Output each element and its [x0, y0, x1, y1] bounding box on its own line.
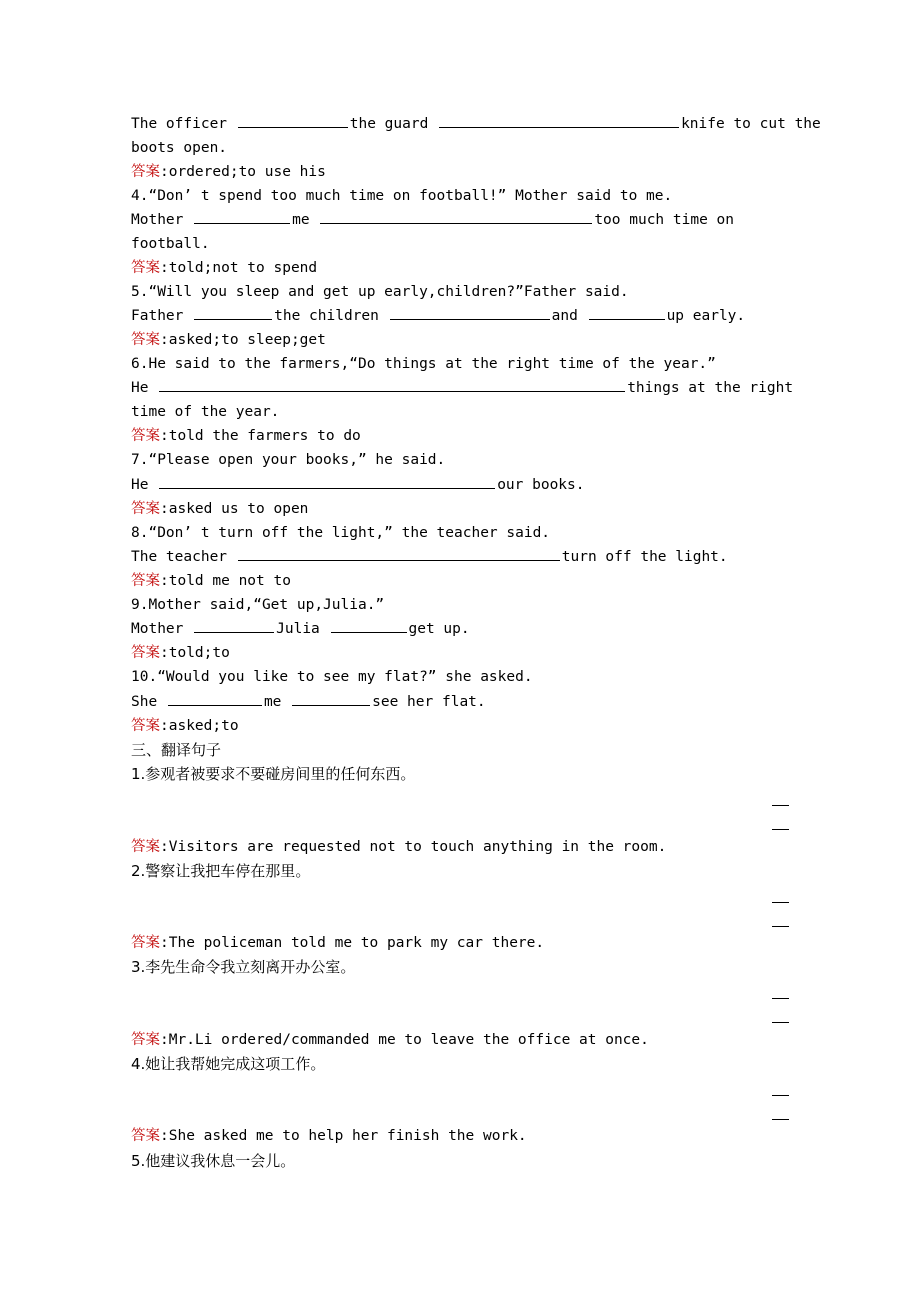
q9-prompt: 9.Mother said,“Get up,Julia.” [131, 597, 385, 613]
q5-text-a: Father [131, 308, 184, 324]
answer-text: :told;not to spend [160, 260, 318, 276]
q5-blank-2[interactable] [390, 306, 550, 320]
answer-text: :told the farmers to do [160, 428, 361, 444]
q8-answer [131, 571, 791, 591]
t4-answer [131, 1126, 791, 1146]
q5-text-b: the children [274, 308, 379, 324]
q4-line [131, 210, 791, 230]
answer-line[interactable] [772, 829, 789, 830]
q9-answer [131, 643, 791, 663]
q6-text-b: things at the right [627, 380, 794, 396]
q4-prompt: 4.“Don’ t spend too much time on football!” Mother said to me. [131, 188, 673, 204]
q6-blank-1[interactable] [159, 378, 625, 392]
q10-answer [131, 716, 791, 736]
q10-prompt: 10.“Would you like to see my flat?” she asked. [131, 669, 533, 685]
q4-blank-2[interactable] [320, 210, 592, 224]
answer-line[interactable] [772, 1022, 789, 1023]
answer-text: :The policeman told me to park my car there. [160, 935, 545, 951]
answer-text: :told;to [160, 645, 230, 661]
answer-label: 答案 [131, 260, 160, 276]
answer-label: 答案 [131, 428, 160, 444]
q8-text-a: The teacher [131, 549, 228, 565]
t5-prompt: 5.他建议我休息一会儿。 [131, 1152, 296, 1170]
q6-text-a: He [131, 380, 149, 396]
t2-answer [131, 933, 791, 953]
answer-label: 答案 [131, 935, 160, 951]
t2-prompt: 2.警察让我把车停在那里。 [131, 862, 311, 880]
q5-answer [131, 330, 791, 350]
q7-line [131, 475, 791, 495]
q7-blank-1[interactable] [159, 475, 495, 489]
q10-line [131, 692, 791, 712]
q6-answer [131, 426, 791, 446]
q3-line2: boots open. [131, 140, 228, 156]
answer-line[interactable] [772, 926, 789, 927]
answer-label: 答案 [131, 332, 160, 348]
q3-blank-1[interactable] [238, 114, 348, 128]
answer-text: :Mr.Li ordered/commanded me to leave the office at once. [160, 1032, 649, 1048]
answer-line[interactable] [772, 1095, 789, 1096]
q4-line2: football. [131, 236, 210, 252]
q5-blank-3[interactable] [589, 306, 665, 320]
q5-blank-1[interactable] [194, 306, 272, 320]
answer-text: :Visitors are requested not to touch anything in the room. [160, 839, 667, 855]
answer-label: 答案 [131, 1128, 160, 1144]
q8-blank-1[interactable] [238, 547, 560, 561]
answer-label: 答案 [131, 501, 160, 517]
q7-text-a: He [131, 477, 149, 493]
q9-blank-1[interactable] [194, 619, 274, 633]
q9-text-c: get up. [408, 621, 470, 637]
t3-prompt: 3.李先生命令我立刻离开办公室。 [131, 958, 356, 976]
q10-blank-1[interactable] [168, 692, 262, 706]
q9-line [131, 619, 791, 639]
answer-line[interactable] [772, 805, 789, 806]
q8-prompt: 8.“Don’ t turn off the light,” the teacher said. [131, 525, 551, 541]
t3-answer [131, 1030, 791, 1050]
q10-blank-2[interactable] [292, 692, 370, 706]
q9-blank-2[interactable] [331, 619, 407, 633]
answer-line[interactable] [772, 1119, 789, 1120]
answer-text: :ordered;to use his [160, 164, 326, 180]
q3-line [131, 114, 821, 134]
q4-answer [131, 258, 791, 278]
q7-text-b: our books. [497, 477, 585, 493]
t4-prompt: 4.她让我帮她完成这项工作。 [131, 1055, 326, 1073]
q8-text-b: turn off the light. [561, 549, 728, 565]
answer-label: 答案 [131, 718, 160, 734]
q5-line [131, 306, 791, 326]
t1-prompt: 1.参观者被要求不要碰房间里的任何东西。 [131, 765, 416, 783]
q10-text-a: She [131, 694, 158, 710]
q10-text-b: me [263, 694, 282, 710]
q6-line2: time of the year. [131, 404, 280, 420]
q10-text-c: see her flat. [372, 694, 486, 710]
answer-text: :asked us to open [160, 501, 309, 517]
q6-line [131, 378, 794, 398]
q3-blank-2[interactable] [439, 114, 679, 128]
q5-text-c: and [551, 308, 578, 324]
q3-text-b: the guard [349, 116, 429, 132]
answer-label: 答案 [131, 645, 160, 661]
q8-line [131, 547, 791, 567]
q4-text-a: Mother [131, 212, 184, 228]
answer-label: 答案 [131, 164, 160, 180]
q9-text-a: Mother [131, 621, 184, 637]
q7-prompt: 7.“Please open your books,” he said. [131, 452, 446, 468]
q3-text-c: knife to cut the [681, 116, 821, 132]
answer-text: :asked;to sleep;get [160, 332, 326, 348]
q6-prompt: 6.He said to the farmers,“Do things at the right time of the year.” [131, 356, 716, 372]
q7-answer [131, 499, 791, 519]
answer-label: 答案 [131, 1032, 160, 1048]
q4-text-c: too much time on [594, 212, 735, 228]
section-heading: 三、翻译句子 [131, 741, 222, 759]
answer-text: :She asked me to help her finish the work. [160, 1128, 527, 1144]
answer-label: 答案 [131, 839, 160, 855]
answer-label: 答案 [131, 573, 160, 589]
answer-text: :told me not to [160, 573, 291, 589]
q4-text-b: me [292, 212, 310, 228]
q4-blank-1[interactable] [194, 210, 290, 224]
q9-text-b: Julia [276, 621, 320, 637]
q3-answer [131, 162, 791, 182]
t1-answer [131, 837, 791, 857]
q5-text-d: up early. [666, 308, 746, 324]
q3-text-a: The officer [131, 116, 228, 132]
q5-prompt: 5.“Will you sleep and get up early,children?”Father said. [131, 284, 629, 300]
answer-line[interactable] [772, 998, 789, 999]
answer-text: :asked;to [160, 718, 239, 734]
answer-line[interactable] [772, 902, 789, 903]
